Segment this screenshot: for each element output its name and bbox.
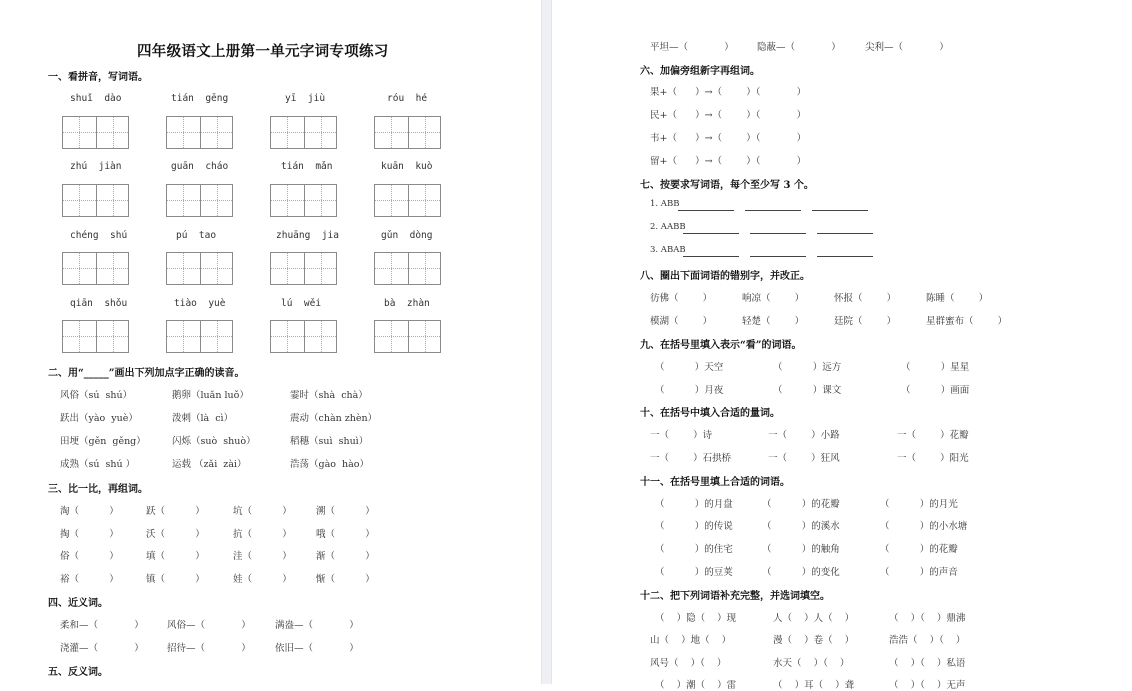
writing-grid-box[interactable]	[374, 184, 441, 217]
idiom-item[interactable]: （ ）（ ）无声	[889, 680, 966, 691]
antonym-item[interactable]: 平坦—（ ）	[650, 42, 734, 53]
phrase-fill-item[interactable]: （ ）的豆荚	[655, 567, 733, 578]
look-word-item[interactable]: （ ）月夜	[655, 385, 724, 396]
pinyin-label: tián mǎn	[281, 161, 333, 172]
document-title: 四年级语文上册第一单元字词专项练习	[137, 43, 389, 60]
pinyin-label: zhú jiàn	[70, 161, 122, 172]
pronunciation-item[interactable]: 霎时（shà chà）	[290, 390, 368, 401]
answer-line[interactable]	[745, 210, 801, 211]
section-12-heading: 十二、把下列词语补充完整，并选词填空。	[640, 591, 830, 602]
pronunciation-item[interactable]: 浩荡（gào hào）	[290, 459, 370, 470]
section-6-heading: 六、加偏旁组新字再组词。	[640, 66, 760, 77]
phrase-fill-item[interactable]: （ ）的花瓣	[762, 499, 840, 510]
compare-item[interactable]: 掏（ ）	[60, 529, 119, 540]
writing-grid-box[interactable]	[166, 116, 233, 149]
measure-word-item[interactable]: 一（ ）花瓣	[897, 430, 969, 441]
writing-grid-box[interactable]	[270, 116, 337, 149]
compare-item[interactable]: 镇（ ）	[146, 574, 205, 585]
pattern-label-abab: 3. ABAB	[650, 245, 686, 255]
compare-item[interactable]: 跃（ ）	[146, 506, 205, 517]
typo-item[interactable]: 星群蜜布（ ）	[926, 316, 1008, 327]
measure-word-item[interactable]: 一（ ）阳光	[897, 453, 969, 464]
measure-word-item[interactable]: 一（ ）诗	[650, 430, 713, 441]
writing-grid-box[interactable]	[62, 184, 129, 217]
compare-item[interactable]: 洼（ ）	[233, 551, 292, 562]
idiom-item[interactable]: 漫（ ）卷（ ）	[773, 635, 855, 646]
typo-item[interactable]: 廷院（ ）	[834, 316, 897, 327]
phrase-fill-item[interactable]: （ ）的传说	[655, 521, 733, 532]
pronunciation-item[interactable]: 稻穗（suì shuì）	[290, 436, 369, 447]
section-5-heading: 五、反义词。	[48, 667, 108, 678]
writing-grid-box[interactable]	[62, 320, 129, 353]
synonym-item[interactable]: 招待—（ ）	[167, 643, 251, 654]
pinyin-label: chéng shú	[70, 230, 128, 241]
look-word-item[interactable]: （ ）画面	[901, 385, 970, 396]
pronunciation-item[interactable]: 跃出（yào yuè）	[60, 413, 138, 424]
section-4-heading: 四、近义词。	[48, 598, 108, 609]
measure-word-item[interactable]: 一（ ）石拱桥	[650, 453, 732, 464]
idiom-item[interactable]: 人（ ）人（ ）	[773, 613, 855, 624]
measure-word-item[interactable]: 一（ ）狂风	[768, 453, 840, 464]
antonym-item[interactable]: 隐蔽—（ ）	[757, 42, 841, 53]
phrase-fill-item[interactable]: （ ）的触角	[762, 544, 840, 555]
pinyin-label: tián gēng	[171, 93, 229, 104]
pronunciation-item[interactable]: 运载 （zǎi zài）	[172, 459, 247, 470]
pronunciation-item[interactable]: 泼刺（là cì）	[172, 413, 234, 424]
compare-item[interactable]: 哦（ ）	[316, 529, 375, 540]
pinyin-label: gǔn dòng	[381, 230, 433, 241]
pinyin-label: qiān shǒu	[70, 298, 128, 309]
synonym-item[interactable]: 浇灌—（ ）	[60, 643, 144, 654]
compare-item[interactable]: 裕（ ）	[60, 574, 119, 585]
idiom-item[interactable]: （ ）潮（ ）雷	[655, 680, 737, 691]
pinyin-label: pú tao	[176, 230, 217, 241]
idiom-item[interactable]: （ ）（ ）鼎沸	[889, 613, 966, 624]
writing-grid-box[interactable]	[166, 252, 233, 285]
phrase-fill-item[interactable]: （ ）的月盘	[655, 499, 733, 510]
phrase-fill-item[interactable]: （ ）的花瓣	[880, 544, 958, 555]
document-page-left	[0, 0, 541, 684]
compare-item[interactable]: 抗（ ）	[233, 529, 292, 540]
synonym-item[interactable]: 依旧—（ ）	[275, 643, 359, 654]
pronunciation-item[interactable]: 风俗（sú shú）	[60, 390, 133, 401]
phrase-fill-item[interactable]: （ ）的溪水	[762, 521, 840, 532]
writing-grid-box[interactable]	[166, 320, 233, 353]
section-7-heading: 七、按要求写词语，每个至少写 3 个。	[640, 180, 814, 191]
answer-line[interactable]	[683, 233, 739, 234]
radical-item[interactable]: 韦+（ ）→（ ）（ ）	[650, 133, 807, 144]
look-word-item[interactable]: （ ）天空	[655, 362, 724, 373]
radical-item[interactable]: 民+（ ）→（ ）（ ）	[650, 110, 807, 121]
section-10-heading: 十、在括号中填入合适的量词。	[640, 408, 780, 419]
writing-grid-box[interactable]	[270, 252, 337, 285]
compare-item[interactable]: 娃（ ）	[233, 574, 292, 585]
pinyin-label: lú wěi	[281, 298, 322, 309]
typo-item[interactable]: 彷佛（ ）	[650, 293, 713, 304]
section-3-heading: 三、比一比，再组词。	[48, 484, 148, 495]
idiom-item[interactable]: 山（ ）地（ ）	[650, 635, 732, 646]
synonym-item[interactable]: 柔和—（ ）	[60, 620, 144, 631]
idiom-item[interactable]: 浩浩（ ）（ ）	[889, 635, 966, 646]
phrase-fill-item[interactable]: （ ）的月光	[880, 499, 958, 510]
section-8-heading: 八、圈出下面词语的错别字，并改正。	[640, 271, 810, 282]
phrase-fill-item[interactable]: （ ）的变化	[762, 567, 840, 578]
pronunciation-item[interactable]: 闪烁（suò shuò）	[172, 436, 256, 447]
pronunciation-item[interactable]: 鹅卵（luǎn luǒ）	[172, 390, 249, 401]
synonym-item[interactable]: 满盎—（ ）	[275, 620, 359, 631]
answer-line[interactable]	[812, 210, 868, 211]
phrase-fill-item[interactable]: （ ）的声音	[880, 567, 958, 578]
pinyin-label: yī jiù	[285, 93, 326, 104]
radical-item[interactable]: 留+（ ）→（ ）（ ）	[650, 156, 807, 167]
compare-item[interactable]: 俗（ ）	[60, 551, 119, 562]
idiom-item[interactable]: （ ）耳（ ）聋	[773, 680, 855, 691]
typo-item[interactable]: 怀报（ ）	[834, 293, 897, 304]
writing-grid-box[interactable]	[374, 320, 441, 353]
typo-item[interactable]: 模湖（ ）	[650, 316, 713, 327]
compare-item[interactable]: 淘（ ）	[60, 506, 119, 517]
compare-item[interactable]: 坑（ ）	[233, 506, 292, 517]
compare-item[interactable]: 溯（ ）	[316, 506, 375, 517]
writing-grid-box[interactable]	[62, 252, 129, 285]
answer-line[interactable]	[817, 233, 873, 234]
pinyin-label: zhuāng jia	[276, 230, 339, 241]
phrase-fill-item[interactable]: （ ）的小水塘	[880, 521, 968, 532]
antonym-item[interactable]: 尖利—（ ）	[865, 42, 949, 53]
compare-item[interactable]: 填（ ）	[146, 551, 205, 562]
writing-grid-box[interactable]	[270, 184, 337, 217]
radical-item[interactable]: 果+（ ）→（ ）（ ）	[650, 87, 807, 98]
pinyin-label: kuān kuò	[381, 161, 433, 172]
writing-grid-box[interactable]	[62, 116, 129, 149]
pinyin-label: bà zhàn	[384, 298, 430, 309]
compare-item[interactable]: 渐（ ）	[316, 551, 375, 562]
answer-line[interactable]	[678, 210, 734, 211]
answer-line[interactable]	[750, 233, 806, 234]
writing-grid-box[interactable]	[374, 252, 441, 285]
pattern-label-aabb: 2. AABB	[650, 222, 686, 232]
pronunciation-item[interactable]: 成熟（sú shú ）	[60, 459, 136, 470]
section-1-heading: 一、看拼音，写词语。	[48, 72, 148, 83]
pronunciation-item[interactable]: 田埂（gěn gěng）	[60, 436, 146, 447]
writing-grid-box[interactable]	[374, 116, 441, 149]
typo-item[interactable]: 响凉（ ）	[742, 293, 805, 304]
section-9-heading: 九、在括号里填入表示“看”的词语。	[640, 340, 802, 351]
pattern-label-abb: 1. ABB	[650, 199, 680, 209]
look-word-item[interactable]: （ ）星星	[901, 362, 970, 373]
writing-grid-box[interactable]	[166, 184, 233, 217]
answer-line[interactable]	[683, 256, 739, 257]
answer-line[interactable]	[817, 256, 873, 257]
pinyin-label: tiào yuè	[174, 298, 226, 309]
pinyin-label: róu hé	[387, 93, 428, 104]
answer-line[interactable]	[750, 256, 806, 257]
document-page-right	[552, 0, 1132, 691]
pronunciation-item[interactable]: 震动（chàn zhèn）	[290, 413, 378, 424]
writing-grid-box[interactable]	[270, 320, 337, 353]
pinyin-label: guān cháo	[171, 161, 229, 172]
idiom-item[interactable]: 风号（ ）（ ）	[650, 658, 727, 669]
compare-item[interactable]: 沃（ ）	[146, 529, 205, 540]
section-11-heading: 十一、在括号里填上合适的词语。	[640, 477, 790, 488]
look-word-item[interactable]: （ ）远方	[773, 362, 842, 373]
typo-item[interactable]: 陈睡（ ）	[926, 293, 989, 304]
pinyin-label: shuǐ dào	[70, 93, 122, 104]
section-2-heading: 二、用“_____”画出下列加点字正确的读音。	[48, 368, 245, 379]
look-word-item[interactable]: （ ）课文	[773, 385, 842, 396]
idiom-item[interactable]: （ ）（ ）私语	[889, 658, 966, 669]
compare-item[interactable]: 惭（ ）	[316, 574, 375, 585]
typo-item[interactable]: 轻楚（ ）	[742, 316, 805, 327]
page-separator	[541, 0, 552, 684]
idiom-item[interactable]: 水天（ ）（ ）	[773, 658, 850, 669]
idiom-item[interactable]: （ ）隐（ ）现	[655, 613, 737, 624]
synonym-item[interactable]: 风俗—（ ）	[167, 620, 251, 631]
measure-word-item[interactable]: 一（ ）小路	[768, 430, 840, 441]
phrase-fill-item[interactable]: （ ）的住宅	[655, 544, 733, 555]
